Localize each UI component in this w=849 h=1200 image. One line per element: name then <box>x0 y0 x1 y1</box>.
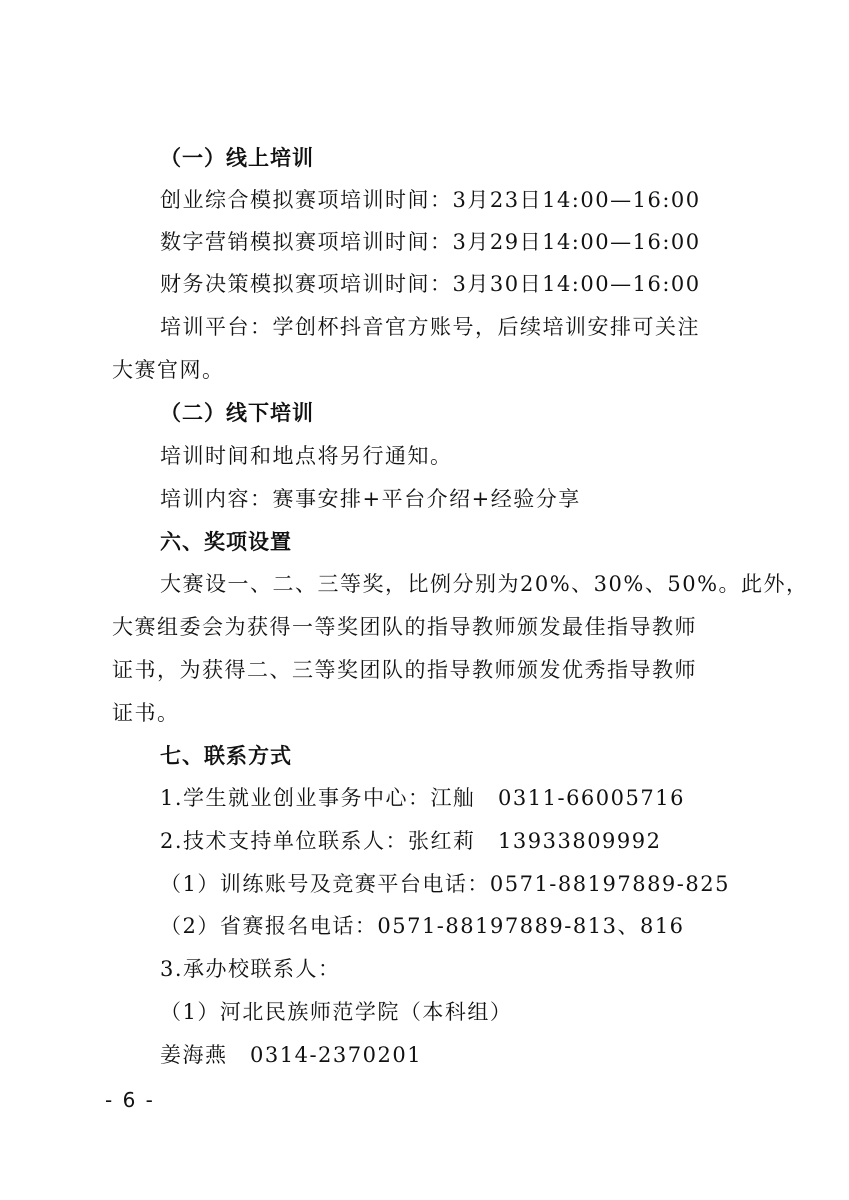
page-number: - 6 - <box>105 1088 155 1112</box>
training-time-entrepreneurship: 创业综合模拟赛项培训时间：3月23日14:00—16:00 <box>160 188 701 212</box>
contact-person-jiang: 姜海燕 0314-2370201 <box>160 1043 423 1067</box>
contact-host-school-undergrad: （1）河北民族师范学院（本科组） <box>160 1000 513 1024</box>
training-time-financial-decision: 财务决策模拟赛项培训时间：3月30日14:00—16:00 <box>160 272 701 296</box>
training-time-digital-marketing: 数字营销模拟赛项培训时间：3月29日14:00—16:00 <box>160 230 701 254</box>
contact-training-platform-phone: （1）训练账号及竞赛平台电话：0571-88197889-825 <box>160 872 730 896</box>
training-platform-paragraph: 培训平台：学创杯抖音官方账号，后续培训安排可关注 <box>160 315 700 339</box>
contact-registration-phone: （2）省赛报名电话：0571-88197889-813、816 <box>160 914 685 938</box>
contact-tech-support: 2.技术支持单位联系人：张红莉 13933809992 <box>160 829 662 853</box>
contact-student-center: 1.学生就业创业事务中心：江舢 0311-66005716 <box>160 786 685 810</box>
section-heading-contact: 七、联系方式 <box>160 743 292 768</box>
awards-paragraph-line-1: 大赛设一、二、三等奖，比例分别为20%、30%、50%。此外， <box>160 572 809 596</box>
awards-paragraph-line-4: 证书。 <box>112 701 180 725</box>
awards-paragraph-line-2: 大赛组委会为获得一等奖团队的指导教师颁发最佳指导教师 <box>112 615 697 639</box>
training-platform-paragraph-cont: 大赛官网。 <box>112 358 225 382</box>
subheading-offline-training: （二）线下培训 <box>160 400 314 425</box>
subheading-online-training: （一）线上培训 <box>160 145 314 170</box>
offline-training-notice: 培训时间和地点将另行通知。 <box>160 444 453 468</box>
section-heading-awards: 六、奖项设置 <box>160 529 292 554</box>
contact-host-school: 3.承办校联系人： <box>160 957 341 981</box>
offline-training-content: 培训内容：赛事安排+平台介绍+经验分享 <box>160 487 581 511</box>
awards-paragraph-line-3: 证书，为获得二、三等奖团队的指导教师颁发优秀指导教师 <box>112 658 697 682</box>
